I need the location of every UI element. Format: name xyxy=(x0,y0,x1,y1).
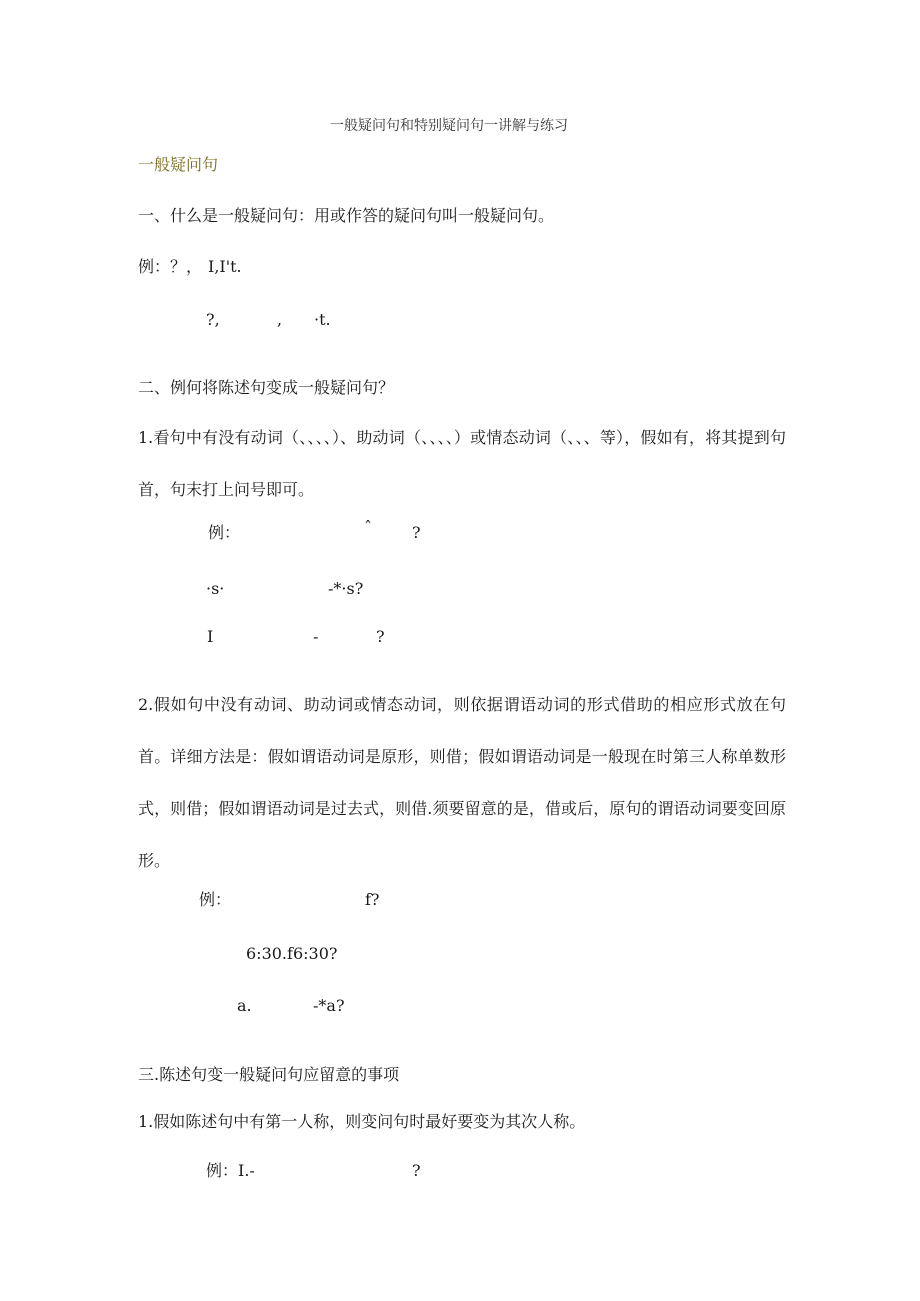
example-fragment: f? xyxy=(365,890,380,909)
example-fragment: ? xyxy=(376,627,385,646)
example-fragment: ? xyxy=(412,523,421,542)
example-fragment: ? xyxy=(412,1161,421,1180)
example-fragment: ?, xyxy=(206,310,220,329)
document-title: 一般疑问句和特别疑问句一讲解与练习 xyxy=(330,118,568,134)
definition-paragraph: 一、什么是一般疑问句：用或作答的疑问句叫一般疑问句。 xyxy=(138,206,555,225)
example-fragment: -*a? xyxy=(313,996,345,1015)
example-fragment: a. xyxy=(237,996,252,1015)
example-text: I,I't. xyxy=(208,257,242,276)
section-heading-notes: 三.陈述句变一般疑问句应留意的事项 xyxy=(138,1065,400,1084)
example-fragment: -*·s? xyxy=(328,579,364,598)
example-fragment: , xyxy=(277,310,283,329)
example-fragment: 6:30.f6:30? xyxy=(246,944,338,963)
section-heading-general-questions: 一般疑问句 xyxy=(138,155,219,174)
example-label: 例： xyxy=(199,890,232,909)
rule-paragraph-2: 2.假如句中没有动词、助动词或情态动词，则依据谓语动词的形式借助的相应形式放在句首。详细方法是：假如谓语动词是原形，则借；假如谓语动词是一般现在时第三人称单数形式，则借；假如谓语动词是过去式，则借.须要留意的是，借或后，原句的谓语动词要变回原形。 xyxy=(138,695,786,870)
example-fragment: ·t. xyxy=(314,310,331,329)
rule-paragraph-1: 1.看句中有没有动词（、、、、）、助动词（、、、、）或情态动词（、、、等），假如有，将其提到句首，句末打上问号即可。 xyxy=(138,428,786,499)
example-fragment: I xyxy=(207,627,214,646)
example-fragment: ˆ xyxy=(364,518,372,537)
example-label: 例：I.- xyxy=(206,1161,255,1180)
example-fragment: - xyxy=(313,627,319,646)
note-paragraph-1: 1.假如陈述句中有第一人称，则变问句时最好要变为其次人称。 xyxy=(138,1112,586,1131)
example-label: 例：？， xyxy=(138,257,203,276)
section-heading-how-to-convert: 二、例何将陈述句变成一般疑问句？ xyxy=(138,378,395,397)
example-fragment: ·s· xyxy=(206,579,225,598)
example-label: 例： xyxy=(208,523,241,542)
